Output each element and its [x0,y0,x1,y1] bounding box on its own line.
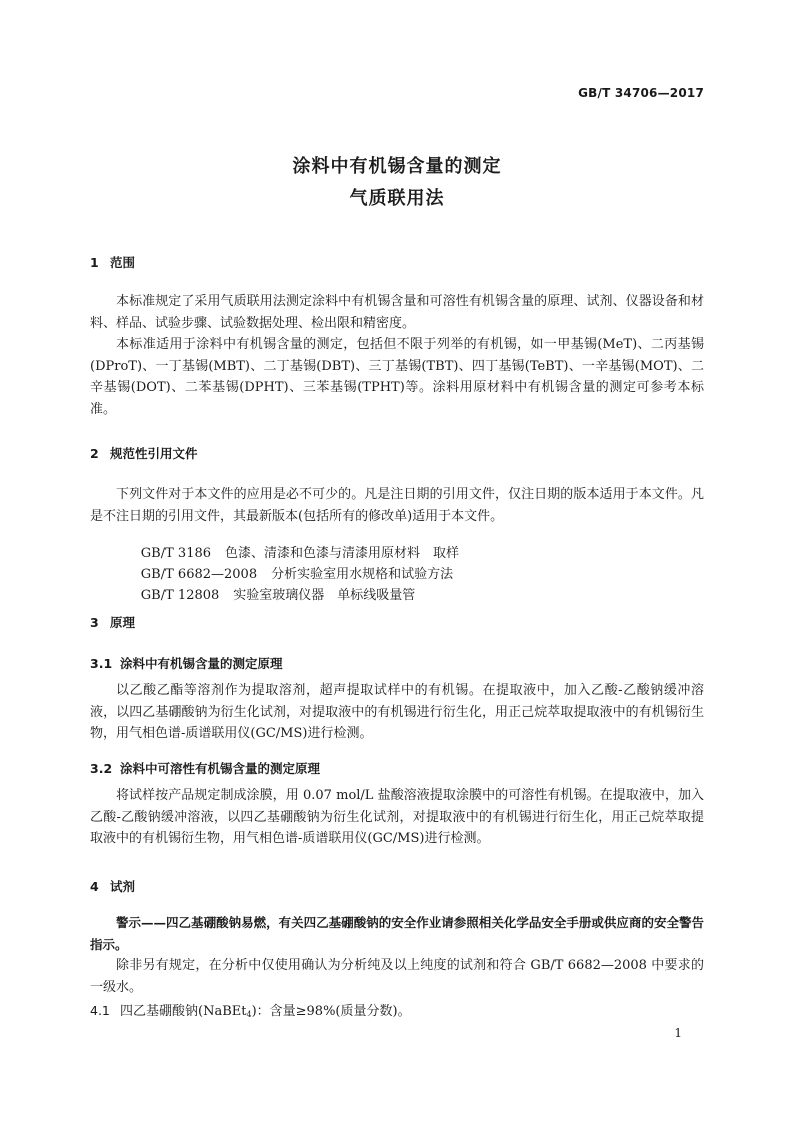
item-text-before: 四乙基硼酸钠(NaBEt [120,1004,247,1019]
section-1-heading [90,253,135,271]
section-4-heading [90,877,135,895]
reference-title: 实验室玻璃仪器 单标线吸量管 [233,588,416,603]
reagents-paragraph: 除非另有规定，在分析中仅使用确认为分析纯及以上纯度的试剂和符合 GB/T 6682—2008 中要求的一级水。 [90,958,704,995]
section-3-2-heading [90,759,320,777]
section-title: 试剂 [110,879,136,894]
section-number: 3 [90,615,99,630]
reference-item [116,569,415,618]
section-title: 原理 [110,615,136,630]
document-title: 涂料中有机锡含量的测定 [292,156,502,177]
section-3-heading [90,613,135,631]
section-number: 1 [90,255,99,270]
section-number: 4 [90,879,99,894]
section-number: 2 [90,446,99,461]
principle-3-2-paragraph: 将试样按产品规定制成涂膜，用 0.07 mol/L 盐酸溶液提取涂膜中的可溶性有机锡。在提取液中，加入乙酸-乙酸钠缓冲溶液，以四乙基硼酸钠为衍生化试剂，对提取液中的有机锡进行衍生化，用正己烷萃取提取液中的有机锡衍生物，用气相色谱-质谱联用仪(GC/MS)进行检测。 [90,788,704,846]
page-number: 1 [674,1026,682,1040]
normative-references-intro: 下列文件对于本文件的应用是必不可少的。凡是注日期的引用文件，仅注日期的版本适用于本文件。凡是不注日期的引用文件，其最新版本(包括所有的修改单)适用于本文件。 [90,487,704,524]
document-subtitle: 气质联用法 [349,188,445,209]
section-2-heading [90,444,198,462]
reference-code: GB/T 6682—2008 [140,567,258,582]
reference-title: 分析实验室用水规格和试验方法 [271,567,454,582]
item-number: 4.1 [90,1003,110,1018]
section-number: 3.2 [90,761,113,776]
item-subscript: 4 [246,1010,252,1019]
section-3-1-heading [90,654,283,672]
reference-code: GB/T 12808 [140,588,220,603]
section-title: 涂料中有机锡含量的测定原理 [120,656,283,671]
section-number: 3.1 [90,656,113,671]
scope-paragraph-1: 本标准规定了采用气质联用法测定涂料中有机锡含量和可溶性有机锡含量的原理、试剂、仪器设备和材料、样品、试验步骤、试验数据处理、检出限和精密度。 [90,294,704,331]
section-title: 规范性引用文件 [110,446,198,461]
section-title: 范围 [110,255,136,270]
scope-paragraph-2: 本标准适用于涂料中有机锡含量的测定，包括但不限于列举的有机锡，如一甲基锡(MeT)、二丙基锡(DProT)、一丁基锡(MBT)、二丁基锡(DBT)、三丁基锡(TBT)、四丁基锡(TeBT)、一辛基锡(MOT)、二辛基锡(DOT)、二苯基锡(DPHT)、三苯基锡(TPHT)等。涂料用原材料中有机锡含量的测定可参考本标准。 [90,337,704,417]
section-title: 涂料中可溶性有机锡含量的测定原理 [120,761,321,776]
safety-warning: 警示——四乙基硼酸钠易燃，有关四乙基硼酸钠的安全作业请参照相关化学品安全手册或供应商的安全警告指示。 [90,915,704,952]
reference-title: 色漆、清漆和色漆与清漆用原材料 取样 [225,546,460,561]
standard-code: GB/T 34706—2017 [578,86,704,100]
item-text-after: )：含量≥98%(质量分数)。 [251,1004,411,1019]
reference-code: GB/T 3186 [140,546,212,561]
principle-3-1-paragraph: 以乙酸乙酯等溶剂作为提取溶剂，超声提取试样中的有机锡。在提取液中，加入乙酸-乙酸钠缓冲溶液，以四乙基硼酸钠为衍生化试剂，对提取液中的有机锡进行衍生化，用正己烷萃取提取液中的有机锡衍生物，用气相色谱-质谱联用仪(GC/MS)进行检测。 [90,683,704,741]
reagent-item-4-1 [90,1000,411,1019]
